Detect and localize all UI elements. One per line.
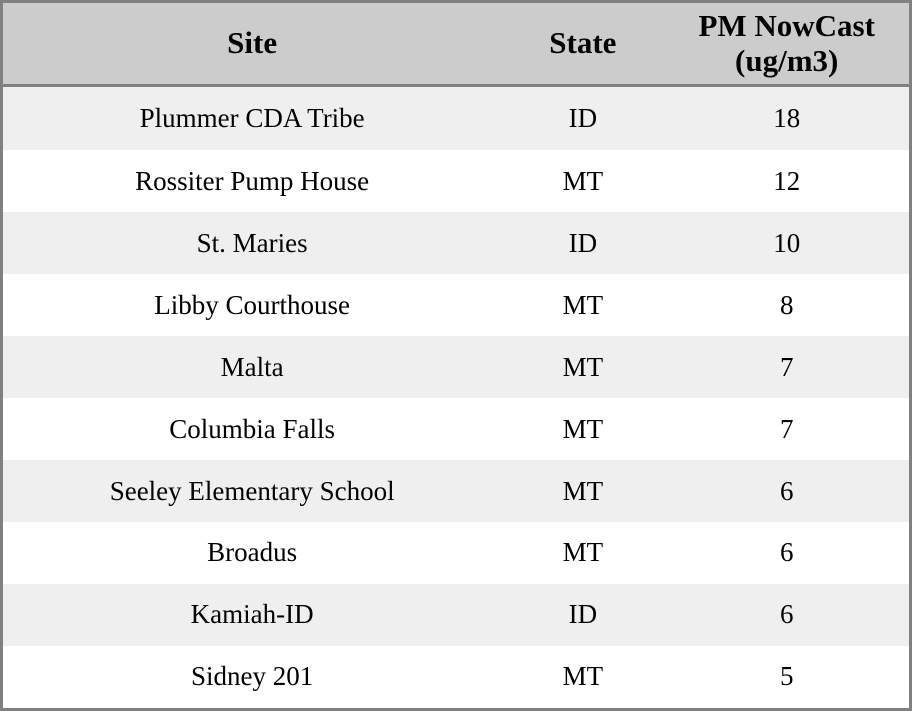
cell-state: MT xyxy=(501,522,664,584)
cell-value: 5 xyxy=(664,646,909,708)
column-header-pm-nowcast: PM NowCast (ug/m3) xyxy=(664,3,909,86)
cell-state: MT xyxy=(501,274,664,336)
cell-state: MT xyxy=(501,336,664,398)
cell-state: MT xyxy=(501,398,664,460)
cell-state: MT xyxy=(501,646,664,708)
table-row xyxy=(3,584,909,646)
table-row xyxy=(3,522,909,584)
table-row xyxy=(3,150,909,212)
table-row xyxy=(3,212,909,274)
cell-site: Rossiter Pump House xyxy=(3,150,501,212)
column-header-site: Site xyxy=(3,3,501,86)
cell-value: 6 xyxy=(664,522,909,584)
column-header-state: State xyxy=(501,3,664,86)
table-header xyxy=(3,3,909,86)
cell-value: 7 xyxy=(664,336,909,398)
table-row xyxy=(3,398,909,460)
table-body xyxy=(3,86,909,708)
table-row xyxy=(3,460,909,522)
cell-state: ID xyxy=(501,86,664,150)
table-header-row xyxy=(3,3,909,86)
cell-value: 8 xyxy=(664,274,909,336)
cell-site: Kamiah-ID xyxy=(3,584,501,646)
cell-value: 12 xyxy=(664,150,909,212)
cell-value: 6 xyxy=(664,460,909,522)
cell-site: Plummer CDA Tribe xyxy=(3,86,501,150)
cell-site: Columbia Falls xyxy=(3,398,501,460)
cell-site: St. Maries xyxy=(3,212,501,274)
table-row xyxy=(3,646,909,708)
cell-site: Malta xyxy=(3,336,501,398)
cell-value: 18 xyxy=(664,86,909,150)
table-row xyxy=(3,336,909,398)
cell-state: ID xyxy=(501,584,664,646)
cell-state: MT xyxy=(501,150,664,212)
cell-value: 6 xyxy=(664,584,909,646)
cell-site: Broadus xyxy=(3,522,501,584)
cell-state: MT xyxy=(501,460,664,522)
cell-value: 7 xyxy=(664,398,909,460)
cell-site: Seeley Elementary School xyxy=(3,460,501,522)
air-quality-table xyxy=(3,3,909,708)
table-row xyxy=(3,86,909,150)
cell-state: ID xyxy=(501,212,664,274)
cell-site: Sidney 201 xyxy=(3,646,501,708)
table-row xyxy=(3,274,909,336)
cell-site: Libby Courthouse xyxy=(3,274,501,336)
cell-value: 10 xyxy=(664,212,909,274)
